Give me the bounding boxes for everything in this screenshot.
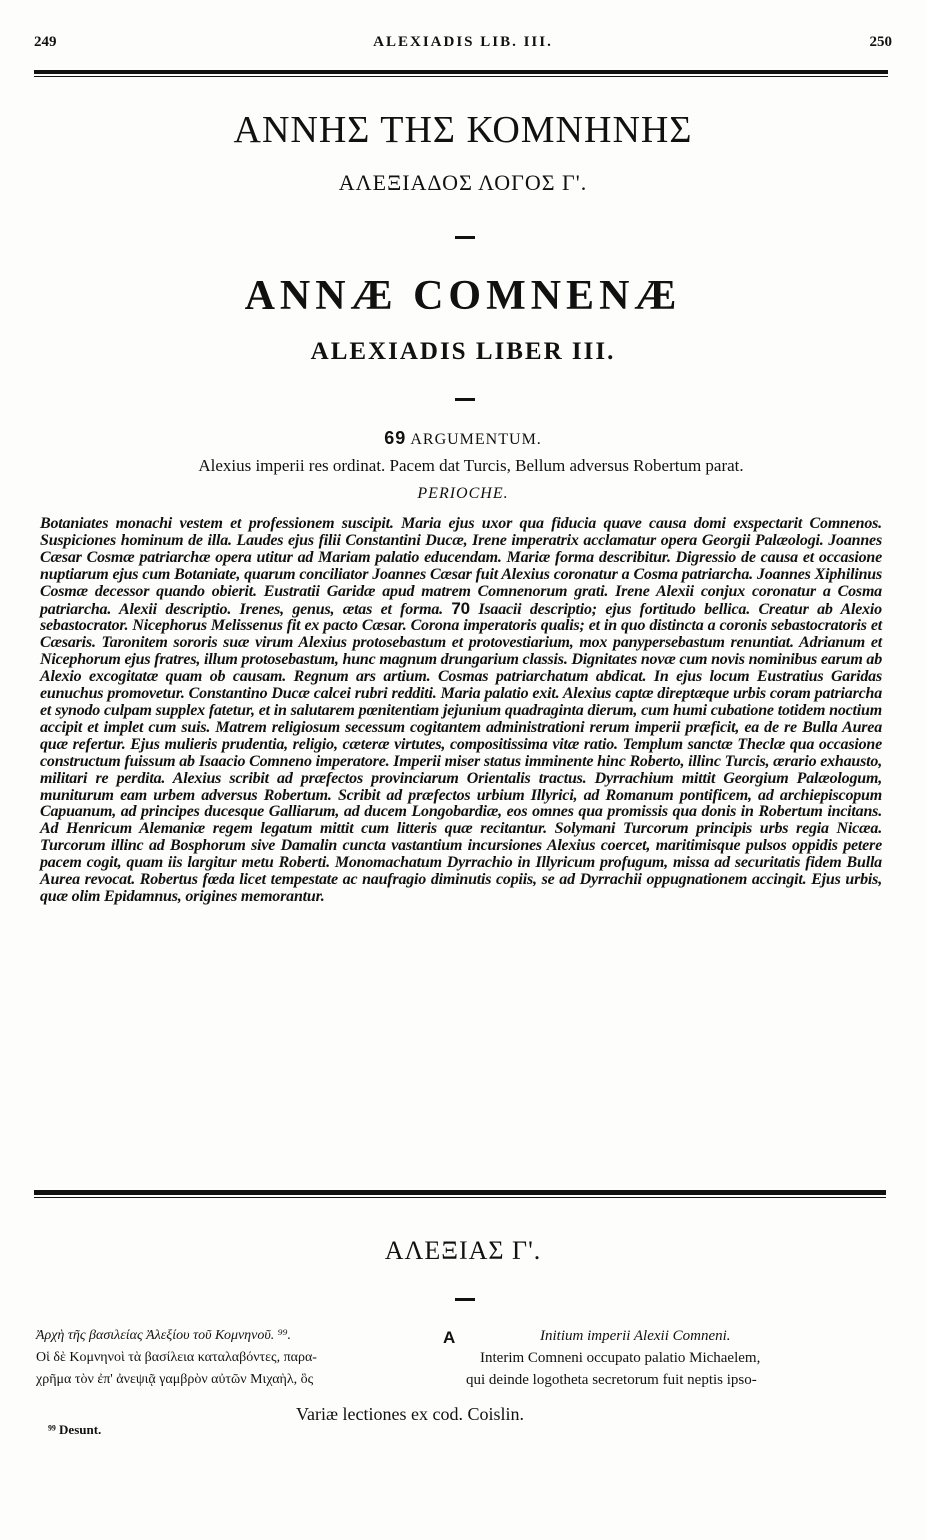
perioche-text-part2: Isaacii descriptio; ejus fortitudo bellica. Creatur ab Alexio sebastocrator. Nicephorus Melissenus fit ex pacto Cæsar. Corona imperatoris qualis; et in quo distincta a coronis sebastocratoris et Cæsaris. Taronitem sororis suæ virum Alexius protosebastum et protovestiarium, mox panypersebastum renuntiat. Adrianum et Nicephorum ejus fratres, illum protosebastum, hunc magnum drungarium classis. Dignitates novæ cum novis nominibus earum ab Alexio excogitatæ quam ob causam. Regnum ars artium. Cosmas patriarchatum abdicat. In ejus locum Eustratius Garidas eunuchus promovetur. Constantino Ducæ calcei rubri redditi. Maria palatio exit. Alexius captæ direptæque urbis coram patriarcha et synodo culpam supplex fatetur, et in salutarem pœnitentiam jejunium quadraginta dierum, cum humi cubatione totidem noctium accipit et implet cum suis. Matrem religiosum secessum cogitantem administrationi rerum imperii præficit, ea de re Bulla Aurea quæ refertur. Ejus mulieris prudentia, religio, cæteræ virtutes, compositissima vitæ ratio. Templum sanctæ Theclæ qua occasione constructum fuissum ab Isaacio Comneno imperatore. Imperii miser status imminente hinc Roberto, illinc Turcis, ærario exhausto, militari re perdita. Alexius scribit ad præfectos provinciarum Orientalis tractus. Dyrrachium mittit Georgium Palæologum, muniturum eam urbem adversus Robertum. Scribit ad præfectos urbium Illyrici, ad Romanum pontificem, ad archiepiscopum Capuanum, ad principes ducesque Galliarum, ad ducem Longobardiæ, eos omnes qua promissis qua donis in Robertum incitans. Ad Henricum Alemaniæ regem legatum mittit cum litteris quæ recitantur. Solymani Turcorum principis urbs regia Nicæa. Turcorum illinc ad Bosphorum sive Damalin cuncta vastantium incursiones Alexius coercet, maritimisque pulsos oppidis petere pacem cogit, quam iis largitur metu Roberti. Monomachatum Dyrrachio in Illyricum profugum, missa ad securitatis fidem Bulla Aurea revocat. Robertus fœda licet tempestate ac naufragio diminutis copiis, se ad Dyrrachii oppugnationem accingit. Ejus urbis, quæ olim Epidamnus, origines memorantur.: [40, 600, 882, 905]
subtitle-latin: ALEXIADIS LIBER III.: [310, 338, 616, 365]
subtitle-greek: ΑΛΕΞΙΑΔΟΣ ΛΟΓΟΣ Γ'.: [338, 170, 588, 195]
divider-dash-1: [455, 236, 475, 239]
middle-rule: [34, 1190, 886, 1198]
latin-line-2: qui deinde logotheta secretorum fuit neptis ipso-: [466, 1372, 757, 1388]
footnote: ⁹⁹ Desunt.: [48, 1422, 102, 1437]
column-number-70: 70: [451, 598, 470, 618]
middle-rule-thick: [34, 1190, 886, 1195]
divider-dash-3: [455, 1298, 475, 1301]
variae-lectiones-heading: Variæ lectiones ex cod. Coislin.: [296, 1404, 524, 1424]
argumentum-text: Alexius imperii res ordinat. Pacem dat Turcis, Bellum adversus Robertum parat.: [198, 456, 744, 475]
perioche-text-part1: Botaniates monachi vestem et professionem suscipit. Maria ejus uxor qua fiducia quave causa domi exspectarit Comnenos. Suspiciones hominum de illa. Laudes ejus filii Constantini Ducæ, Irene imperatrix acclamatur opera Georgii Palæologi. Joannes Cæsar Cosmæ patriarchæ opera utitur ad Mariam palatio educendam. Mariæ forma describitur. Digressio de causa et occasione nuptiarum ejus cum Botaniate, quarum conciliator Joannes Cæsar fuit Alexius coronatur a Cosma patriarcha. Joannes Xiphilinus Cosmæ decessor quando obierit. Eustratii Garidæ apud matrem Comnenorum grati. Irene Alexii conjux coronatur a Cosma patriarcha. Alexii descriptio. Irenes, genus, ætas et forma.: [40, 515, 882, 618]
page-number-right: 250: [869, 34, 892, 50]
perioche-text: [40, 516, 882, 906]
latin-text-column: [466, 1325, 886, 1391]
latin-line-1: Interim Comneni occupato palatio Michaelem,: [480, 1350, 761, 1366]
top-rule: [34, 70, 888, 77]
running-head: [34, 34, 892, 56]
greek-line-2: Οἱ δὲ Κομνηνοὶ τὰ βασίλεια καταλαβόντες, παρα-: [36, 1350, 317, 1365]
title-greek: ΑΝΝΗΣ ΤΗΣ ΚΟΜΝΗΝΗΣ: [233, 109, 693, 151]
argumentum-heading: [0, 428, 926, 449]
greek-line-3: χρῆμα τὸν ἐπ' ἀνεψιᾷ γαμβρὸν αὐτῶν Μιχαὴλ, ὃς: [36, 1372, 314, 1387]
greek-line-1: Ἀρχὴ τῆς βασιλείας Ἀλεξίου τοῦ Κομνηνοῦ. ⁹⁹.: [36, 1328, 292, 1343]
argumentum-label: ARGUMENTUM.: [410, 431, 542, 448]
section-title: ΑΛΕΞΙΑΣ Γ'.: [384, 1236, 542, 1265]
middle-rule-thin: [34, 1197, 886, 1198]
latin-heading: Initium imperii Alexii Comneni.: [540, 1328, 731, 1344]
top-rule-thin: [34, 76, 888, 77]
page-number-left: 249: [34, 34, 57, 50]
running-head-title: ALEXIADIS LIB. III.: [373, 34, 553, 50]
perioche-label: PERIOCHE.: [417, 485, 509, 502]
divider-dash-2: [455, 398, 475, 401]
greek-text-column: [36, 1325, 436, 1391]
column-number-69: 69: [384, 428, 407, 448]
top-rule-thick: [34, 70, 888, 74]
section-marker: A: [443, 1328, 456, 1347]
title-latin: ANNÆ COMNENÆ: [244, 273, 682, 319]
